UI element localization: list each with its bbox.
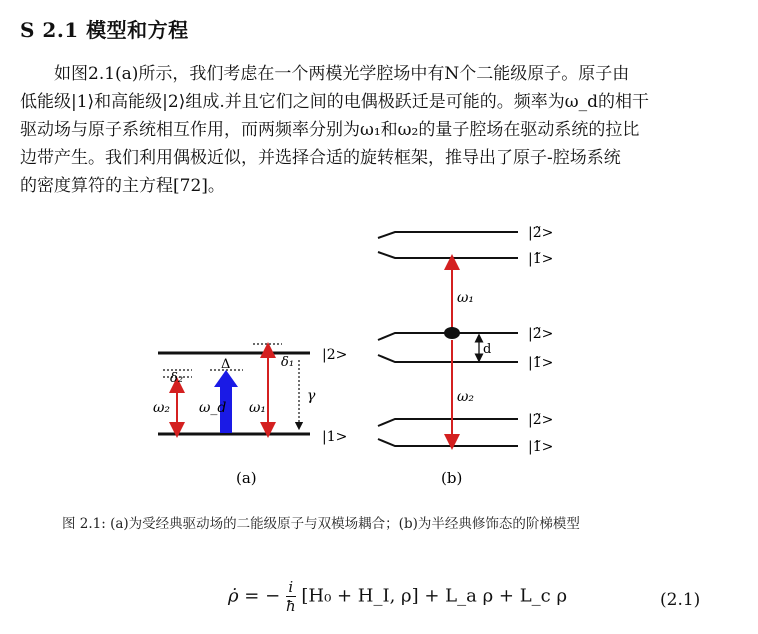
section-title: S 2.1 模型和方程 <box>20 18 189 42</box>
level-label-4: |1̃> <box>528 355 554 371</box>
paragraph-line: 的密度算符的主方程[72]。 <box>20 176 225 196</box>
level-top-lower <box>378 252 518 258</box>
level-label-6: |1̃> <box>528 439 554 455</box>
delta1-label: δ₁ <box>281 355 295 370</box>
gamma-label: γ <box>307 388 316 404</box>
equation-rhs: [H₀ + H_I, ρ] + L_a ρ + L_c ρ <box>301 585 568 607</box>
delta2-label: δ₂ <box>170 371 184 386</box>
paragraph-line: 如图2.1(a)所示，我们考虑在一个两模光学腔场中有N个二能级原子。原子由 <box>54 64 630 84</box>
equation-fraction <box>286 578 296 615</box>
equation-lhs: ρ̇ = − <box>228 585 281 607</box>
level-bot-lower <box>378 439 518 446</box>
omega-d-arrow-head <box>214 370 238 387</box>
panel-a-label: (a) <box>236 469 257 487</box>
level-lower-label: |1> <box>322 429 348 445</box>
fraction-numerator: i <box>286 578 296 597</box>
level-label-5: |2̃> <box>528 412 554 428</box>
figure-caption: 图 2.1: (a)为受经典驱动场的二能级原子与双模场耦合；(b)为半经典修饰态的阶梯模型 <box>62 516 580 532</box>
delta-label: Δ <box>221 357 231 372</box>
paragraph-line: 驱动场与原子系统相互作用，而两频率分别为ω₁和ω₂的量子腔场在驱动系统的拉比 <box>20 120 640 140</box>
d-label: d <box>483 342 492 357</box>
panel-a <box>153 344 347 487</box>
state-dot <box>444 327 460 339</box>
figure-2-1 <box>0 210 758 500</box>
body-paragraph <box>20 60 710 200</box>
paragraph-line: 边带产生。我们利用偶极近似，并选择合适的旋转框架，推导出了原子-腔场系统 <box>20 148 621 168</box>
equation-number: (2.1) <box>660 590 701 610</box>
panel-b <box>378 225 553 487</box>
level-upper-label: |2> <box>322 347 348 363</box>
level-label-1: |2̃> <box>528 225 554 241</box>
omega1-label-b: ω₁ <box>457 290 475 306</box>
omega2-label-b: ω₂ <box>457 389 475 405</box>
panel-b-label: (b) <box>441 469 463 487</box>
level-mid-lower <box>378 355 518 362</box>
level-bot-upper <box>378 419 518 426</box>
level-label-2: |1̃> <box>528 251 554 267</box>
omega2-label: ω₂ <box>153 400 171 416</box>
fraction-denominator: ħ <box>285 597 296 615</box>
paragraph-line: 低能级|1⟩和高能级|2⟩组成.并且它们之间的电偶极跃迁是可能的。频率为ω_d的相干 <box>20 92 649 112</box>
omega-d-label: ω_d <box>199 400 227 416</box>
master-equation <box>228 578 567 615</box>
level-label-3: |2̃> <box>528 326 554 342</box>
omega1-label: ω₁ <box>249 400 267 416</box>
level-top-upper <box>378 232 518 238</box>
